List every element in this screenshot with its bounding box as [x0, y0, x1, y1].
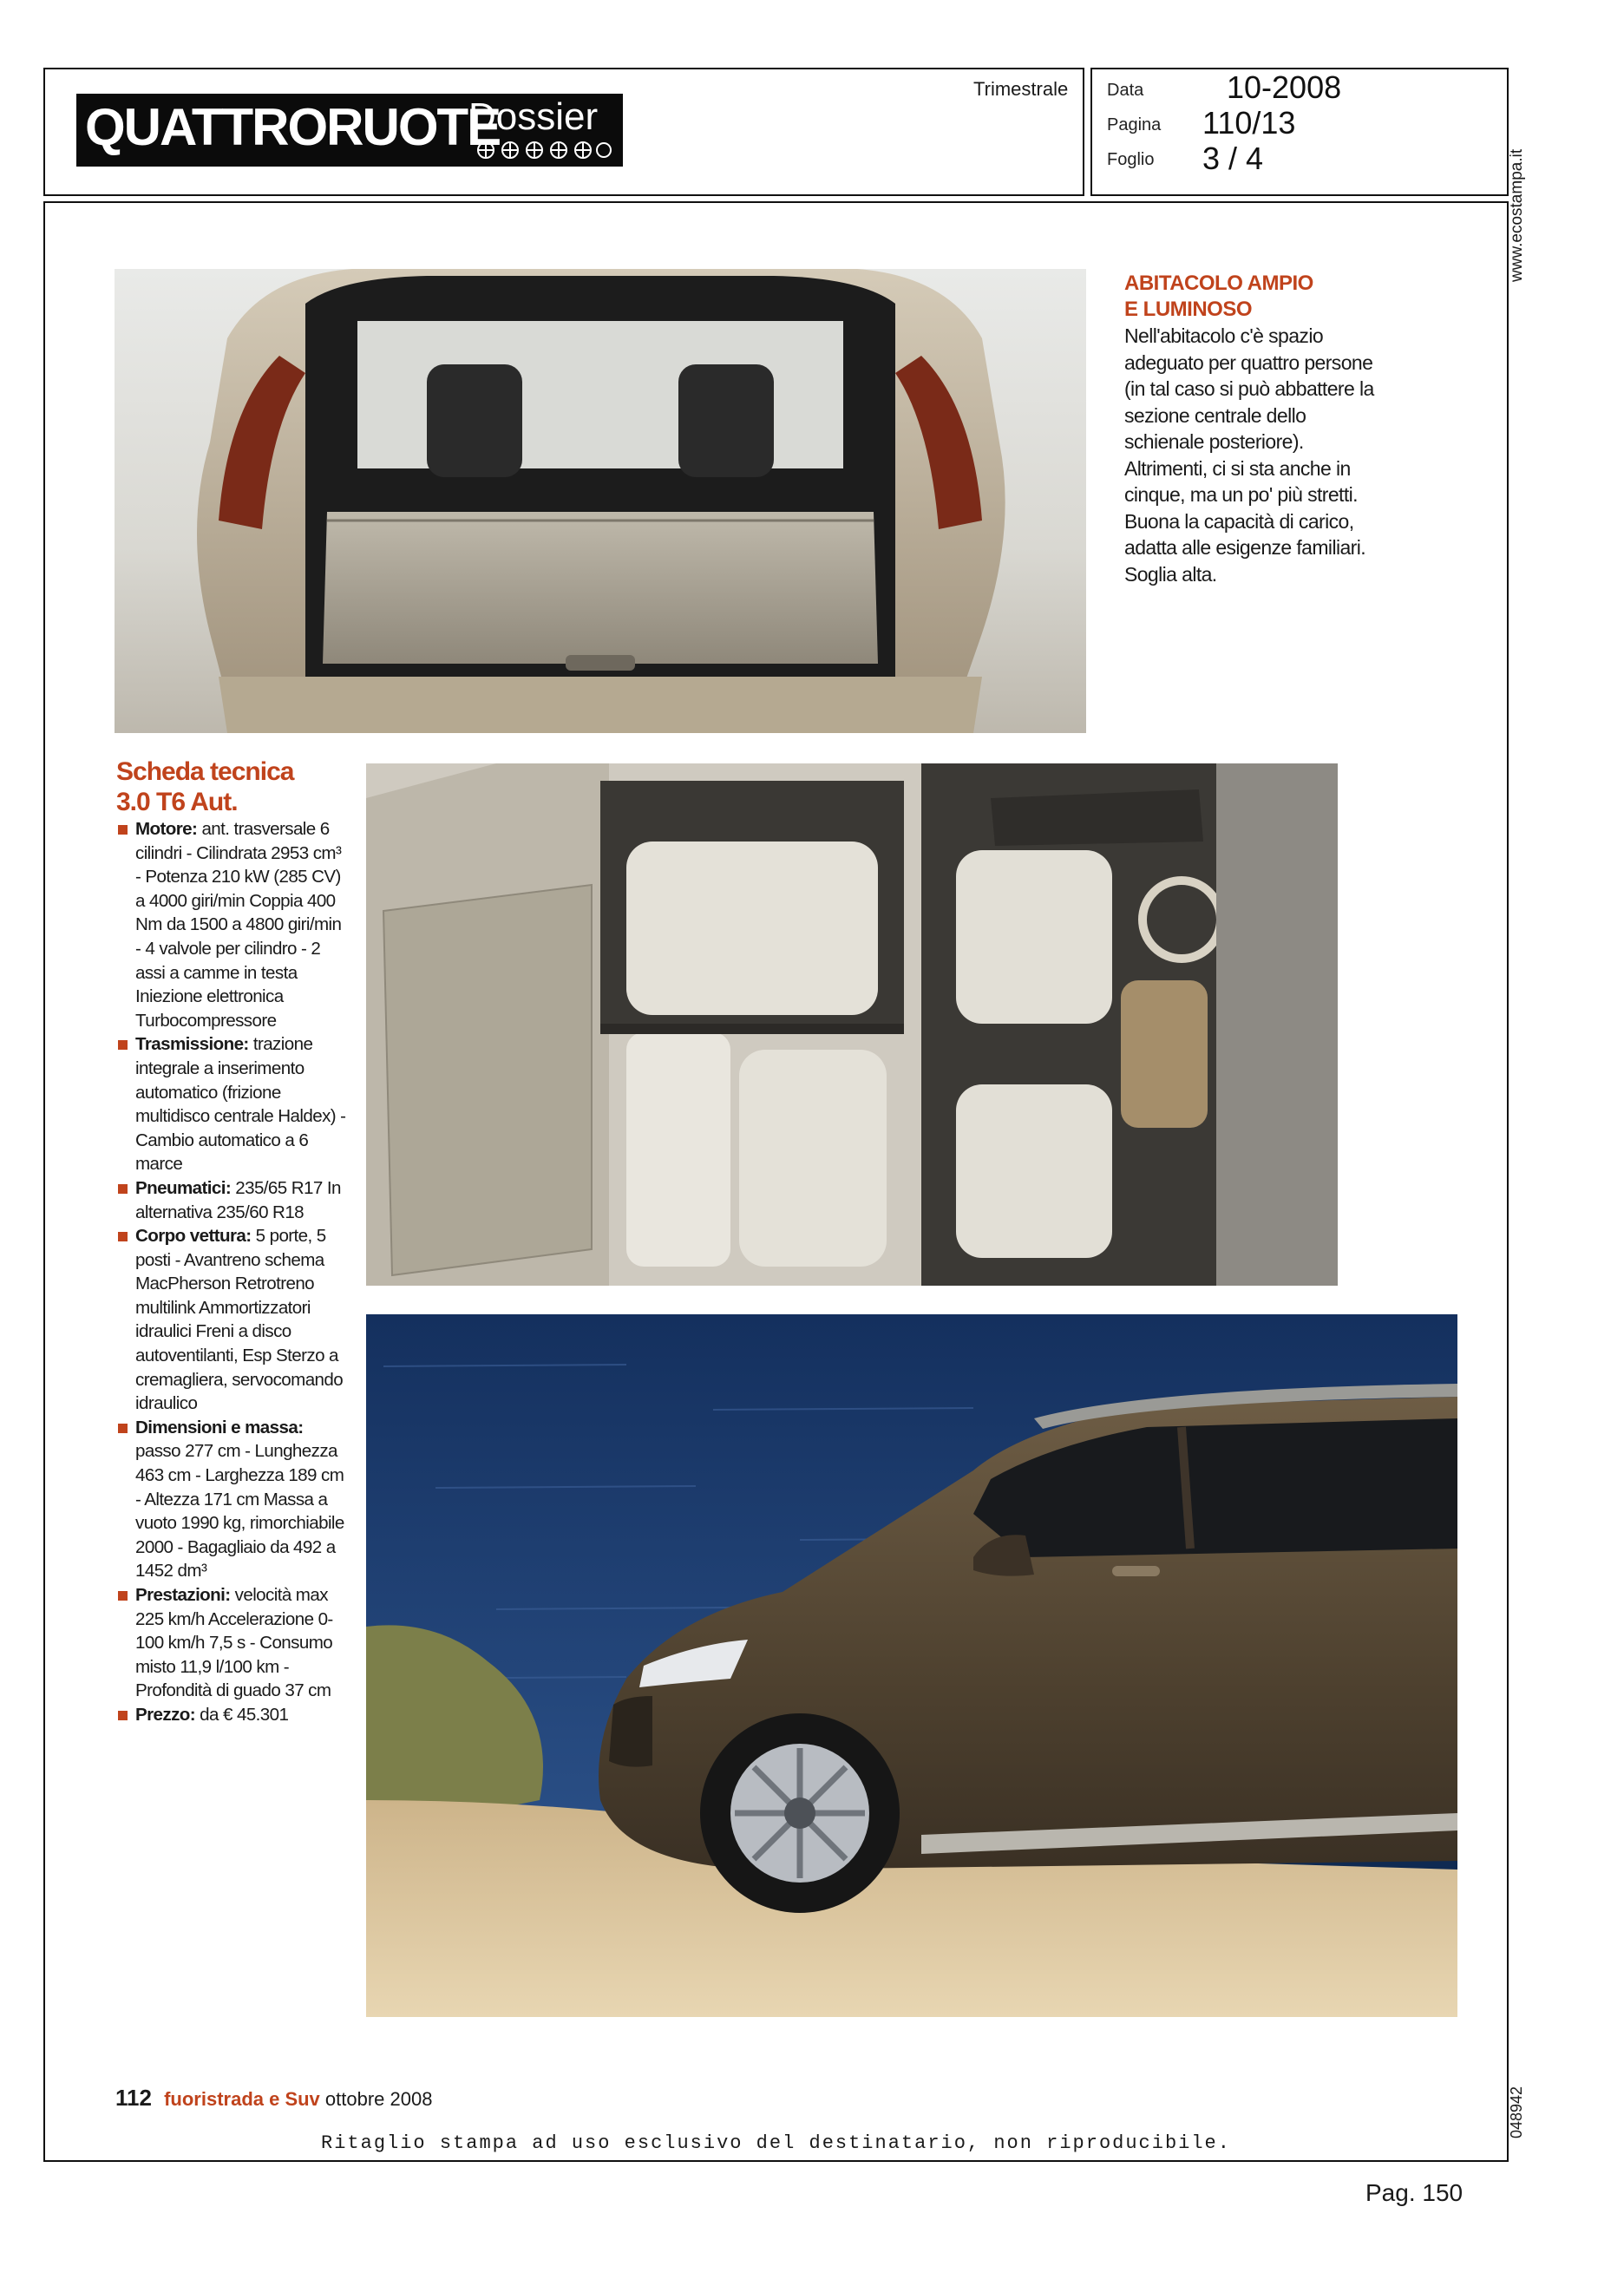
data-label: Data — [1107, 81, 1144, 100]
pagina-value: 110/13 — [1202, 105, 1296, 141]
spec-sheet — [116, 756, 350, 1727]
wheels-icon — [474, 141, 612, 160]
foglio-value: 3 / 4 — [1202, 141, 1264, 176]
spec-text: ant. trasversale 6 cilindri - Cilindrata 2953 cm³ - Potenza 210 kW (285 CV) a 4000 giri/min Coppia 400 Nm da 1500 a 4800 giri/min - 4 valvole per cilindro - 2 assi a camme in testa Iniezione elettronica Turbocompressore — [135, 819, 342, 1031]
footer-page-number: 112 — [115, 2085, 152, 2111]
bullet-square-icon — [118, 1424, 128, 1433]
pagina-label: Pagina — [1107, 115, 1162, 134]
spec-title: Scheda tecnica — [116, 757, 294, 786]
spec-text: da € 45.301 — [200, 1704, 289, 1725]
caption-title-line2: E LUMINOSO — [1124, 298, 1253, 321]
bullet-square-icon — [118, 1040, 128, 1050]
spec-item-trasmissione — [116, 1032, 350, 1176]
bullet-square-icon — [118, 1184, 128, 1194]
trunk-interior-photo — [115, 269, 1086, 733]
bullet-square-icon — [118, 1591, 128, 1601]
spec-text: velocità max 225 km/h Accelerazione 0-100 km/h 7,5 s - Consumo misto 11,9 l/100 km - Profondità di guado 37 cm — [135, 1585, 333, 1701]
logo-brand: QUATTRORUOTE — [85, 98, 501, 156]
data-value: 10-2008 — [1227, 69, 1342, 105]
spec-label: Prezzo: — [135, 1704, 196, 1725]
spec-text: 5 porte, 5 posti - Avantreno schema MacPherson Retrotreno multilink Ammortizzatori idraulici Freni a disco autoventilanti, Esp Sterzo a cremagliera, servocomando idraulico — [135, 1226, 344, 1414]
page-label: Pag. 150 — [1365, 2179, 1464, 2206]
frequency-label: Trimestrale — [973, 78, 1069, 100]
bullet-square-icon — [118, 825, 128, 835]
spec-item-prezzo — [116, 1703, 350, 1727]
spec-model: 3.0 T6 Aut. — [116, 788, 238, 816]
spec-label: Dimensioni e massa: — [135, 1417, 304, 1437]
spec-label: Pneumatici: — [135, 1177, 232, 1198]
spec-label: Trasmissione: — [135, 1034, 249, 1055]
car-exterior-photo — [366, 1314, 1457, 2017]
disclaimer: Ritaglio stampa ad uso esclusivo del destinatario, non riproducibile. — [321, 2132, 1231, 2154]
spec-item-corpo-vettura — [116, 1224, 350, 1416]
spec-item-pneumatici — [116, 1176, 350, 1224]
caption-title-line1: ABITACOLO AMPIO — [1124, 272, 1313, 295]
caption-body: Nell'abitacolo c'è spazio adeguato per quattro persone (in tal caso si può abbattere la sezione centrale dello schienale posteriore). Altrimenti, ci si sta anche in cinque, ma un po' più stretti. Buona la capacità di carico, adatta alle esigenze familiari. Soglia alta. — [1124, 324, 1374, 586]
bullet-square-icon — [118, 1711, 128, 1720]
spec-label: Prestazioni: — [135, 1585, 231, 1605]
side-code: 048942 — [1508, 2086, 1525, 2138]
spec-label: Corpo vettura: — [135, 1226, 252, 1247]
spec-item-prestazioni — [116, 1583, 350, 1703]
footer-issue: ottobre 2008 — [324, 2088, 433, 2110]
side-url: www.ecostampa.it — [1508, 148, 1526, 282]
spec-text: 235/65 R17 In alternativa 235/60 R18 — [135, 1177, 341, 1222]
foglio-label: Foglio — [1107, 150, 1155, 169]
spec-item-dimensioni — [116, 1416, 350, 1583]
bullet-square-icon — [118, 1232, 128, 1241]
seats-top-view-photo — [366, 763, 1338, 1286]
spec-item-motore — [116, 817, 350, 1032]
spec-label: Motore: — [135, 819, 198, 839]
logo-sub: Dossier — [468, 95, 599, 138]
spec-text: trazione integrale a inserimento automatico (frizione multidisco centrale Haldex) - Cambio automatico a 6 marce — [135, 1034, 346, 1175]
spec-text: passo 277 cm - Lunghezza 463 cm - Larghezza 189 cm - Altezza 171 cm Massa a vuoto 1990 kg, rimorchiabile 2000 - Bagagliaio da 492 a 1452 dm³ — [135, 1441, 344, 1582]
footer-publication: fuoristrada e Suv — [164, 2088, 320, 2110]
quattroruote-dossier-logo — [76, 94, 623, 167]
photo-caption — [1124, 271, 1385, 587]
page-footer — [115, 2085, 432, 2112]
